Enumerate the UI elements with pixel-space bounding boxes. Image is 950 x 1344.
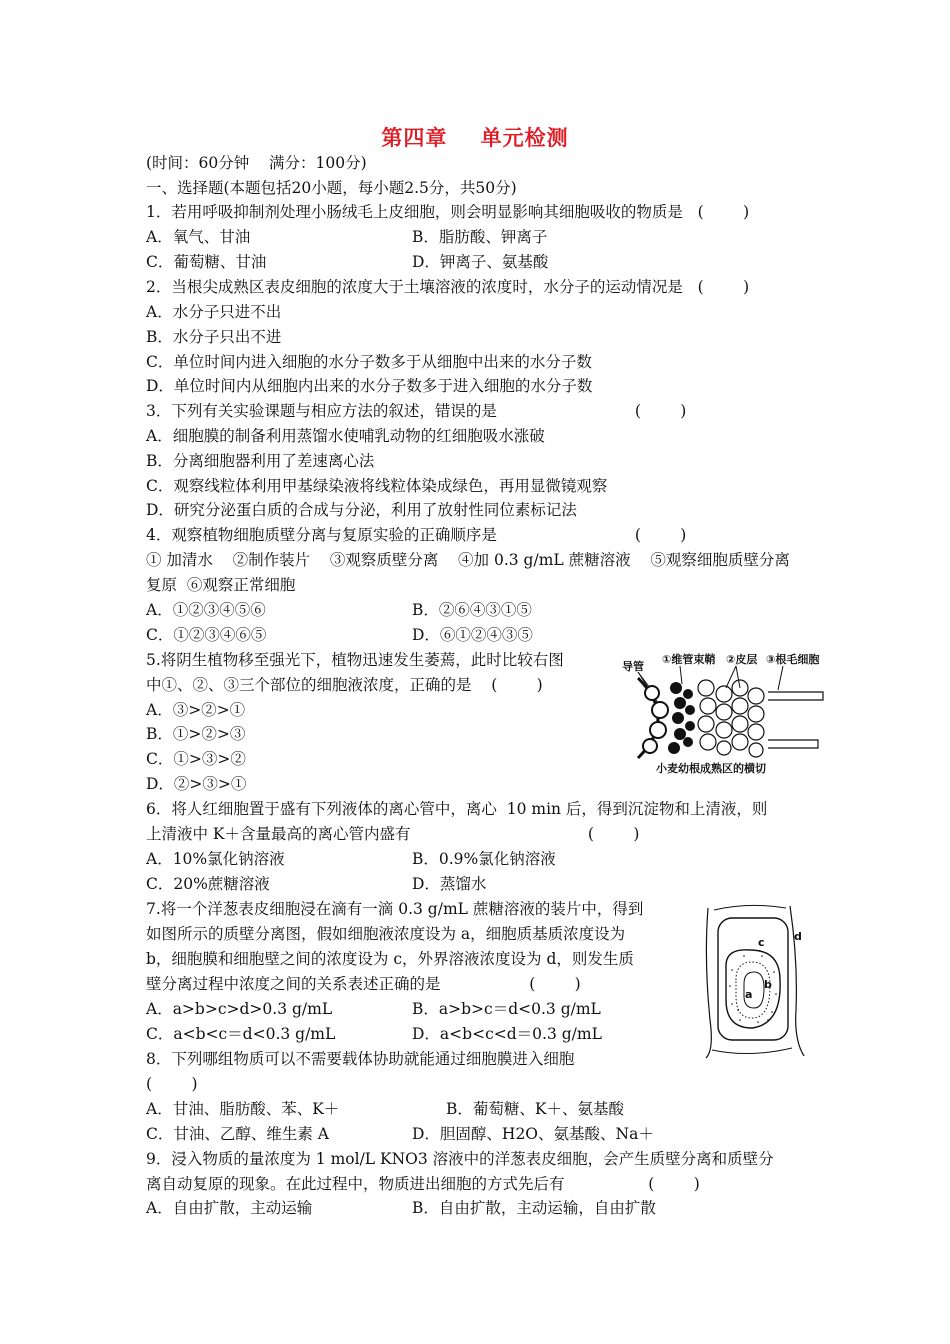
- section-heading: 一、选择题(本题包括20小题，每小题2.5分，共50分): [146, 179, 517, 197]
- question-4-option-a[interactable]: A．①②③④⑤⑥: [146, 601, 266, 619]
- question-6-option-a[interactable]: A．10%氯化钠溶液: [146, 850, 285, 868]
- question-2-option-d[interactable]: D．单位时间内从细胞内出来的水分子数多于进入细胞的水分子数: [146, 377, 593, 395]
- fig-label-b: b: [764, 978, 772, 991]
- question-8-stem-line2: ( ): [146, 1075, 198, 1093]
- question-7-option-b[interactable]: B．a>b>c＝d<0.3 g/mL: [412, 1000, 601, 1018]
- question-3-option-b[interactable]: B．分离细胞器利用了差速离心法: [146, 452, 375, 470]
- question-1-option-c[interactable]: C．葡萄糖、甘油: [146, 253, 267, 271]
- question-6-option-d[interactable]: D．蒸馏水: [412, 875, 487, 893]
- question-7-stem-line4: 壁分离过程中浓度之间的关系表述正确的是 ( ): [146, 975, 581, 993]
- question-5-option-c[interactable]: C．①>③>②: [146, 750, 246, 768]
- question-5-stem-line2: 中①、②、③三个部位的细胞液浓度，正确的是 ( ): [146, 676, 543, 694]
- fig-label-xylem: 导管: [622, 660, 644, 673]
- question-5-stem-line1: 5.将阴生植物移至强光下，植物迅速发生萎蔫，此时比较右图: [146, 651, 564, 669]
- question-5-option-a[interactable]: A．③>②>①: [146, 701, 246, 719]
- fig-label-1: ①维管束鞘: [662, 653, 716, 666]
- question-4-steps-line2: 复原 ⑥观察正常细胞: [146, 576, 296, 594]
- fig-label-d: d: [794, 930, 802, 943]
- question-9-option-b[interactable]: B．自由扩散，主动运输，自由扩散: [412, 1199, 656, 1217]
- question-7-option-c[interactable]: C．a<b<c＝d<0.3 g/mL: [146, 1025, 336, 1043]
- question-6-option-b[interactable]: B．0.9%氯化钠溶液: [412, 850, 556, 868]
- plasmolysis-cell-figure: [700, 900, 815, 1060]
- question-1-option-a[interactable]: A．氧气、甘油: [146, 228, 251, 246]
- question-7-option-d[interactable]: D．a<b<c<d＝0.3 g/mL: [412, 1025, 602, 1043]
- question-4-option-d[interactable]: D．⑥①②④③⑤: [412, 626, 533, 644]
- question-3-option-d[interactable]: D．研究分泌蛋白质的合成与分泌，利用了放射性同位素标记法: [146, 501, 577, 519]
- question-3-stem: 3．下列有关实验课题与相应方法的叙述，错误的是 ( ): [146, 402, 687, 420]
- question-7-stem-line1: 7.将一个洋葱表皮细胞浸在滴有一滴 0.3 g/mL 蔗糖溶液的装片中，得到: [146, 900, 644, 918]
- question-8-stem-line1: 8．下列哪组物质可以不需要载体协助就能通过细胞膜进入细胞: [146, 1050, 575, 1068]
- fig-label-c: c: [758, 936, 765, 949]
- question-1-stem: 1．若用呼吸抑制剂处理小肠绒毛上皮细胞，则会明显影响其细胞吸收的物质是 ( ): [146, 203, 750, 221]
- question-1-option-d[interactable]: D．钾离子、氨基酸: [412, 253, 549, 271]
- question-2-stem: 2．当根尖成熟区表皮细胞的浓度大于土壤溶液的浓度时，水分子的运动情况是 ( ): [146, 278, 750, 296]
- question-7-stem-line2: 如图所示的质壁分离图，假如细胞液浓度设为 a，细胞质基质浓度设为: [146, 925, 626, 943]
- fig-label-3: ③根毛细胞: [766, 653, 820, 666]
- question-7-stem-line3: b，细胞膜和细胞壁之间的浓度设为 c，外界溶液浓度设为 d，则发生质: [146, 950, 634, 968]
- question-6-option-c[interactable]: C．20%蔗糖溶液: [146, 875, 270, 893]
- question-8-option-a[interactable]: A．甘油、脂肪酸、苯、K＋: [146, 1100, 340, 1118]
- question-3-option-c[interactable]: C．观察线粒体利用甲基绿染液将线粒体染成绿色，再用显微镜观察: [146, 477, 608, 495]
- question-5-option-b[interactable]: B．①>②>③: [146, 725, 246, 743]
- root-cross-section-figure: [618, 648, 828, 778]
- question-3-option-a[interactable]: A．细胞膜的制备利用蒸馏水使哺乳动物的红细胞吸水涨破: [146, 427, 545, 445]
- question-7-option-a[interactable]: A．a>b>c>d>0.3 g/mL: [146, 1000, 333, 1018]
- question-1-option-b[interactable]: B．脂肪酸、钾离子: [412, 228, 548, 246]
- page-title: 第四章 单元检测: [381, 126, 569, 150]
- question-8-option-d[interactable]: D．胆固醇、H2O、氨基酸、Na＋: [412, 1125, 654, 1143]
- question-9-option-a[interactable]: A．自由扩散，主动运输: [146, 1199, 313, 1217]
- question-8-option-c[interactable]: C．甘油、乙醇、维生素 A: [146, 1125, 329, 1143]
- exam-meta: (时间：60分钟 满分：100分): [146, 154, 367, 172]
- question-6-stem-line2: 上清液中 K＋含量最高的离心管内盛有 ( ): [146, 825, 640, 843]
- question-6-stem-line1: 6．将人红细胞置于盛有下列液体的离心管中，离心 10 min 后，得到沉淀物和上清液，则: [146, 800, 768, 818]
- question-4-stem: 4．观察植物细胞质壁分离与复原实验的正确顺序是 ( ): [146, 526, 687, 544]
- question-5-option-d[interactable]: D．②>③>①: [146, 775, 247, 793]
- question-4-steps-line1: ① 加清水 ②制作装片 ③观察质壁分离 ④加 0.3 g/mL 蔗糖溶液 ⑤观察细胞质壁分离: [146, 551, 790, 569]
- fig-caption: 小麦幼根成熟区的横切: [656, 762, 766, 775]
- question-2-option-c[interactable]: C．单位时间内进入细胞的水分子数多于从细胞中出来的水分子数: [146, 353, 592, 371]
- fig-label-a: a: [745, 988, 753, 1001]
- question-9-stem-line1: 9．浸入物质的量浓度为 1 mol/L KNO3 溶液中的洋葱表皮细胞，会产生质壁分离和质壁分: [146, 1150, 774, 1168]
- question-2-option-a[interactable]: A．水分子只进不出: [146, 303, 282, 321]
- fig-label-2: ②皮层: [726, 653, 758, 666]
- question-9-stem-line2: 离自动复原的现象。在此过程中，物质进出细胞的方式先后有 ( ): [146, 1175, 700, 1193]
- question-4-option-c[interactable]: C．①②③④⑥⑤: [146, 626, 267, 644]
- question-4-option-b[interactable]: B．②⑥④③①⑤: [412, 601, 532, 619]
- question-2-option-b[interactable]: B．水分子只出不进: [146, 328, 282, 346]
- question-8-option-b[interactable]: B．葡萄糖、K＋、氨基酸: [446, 1100, 624, 1118]
